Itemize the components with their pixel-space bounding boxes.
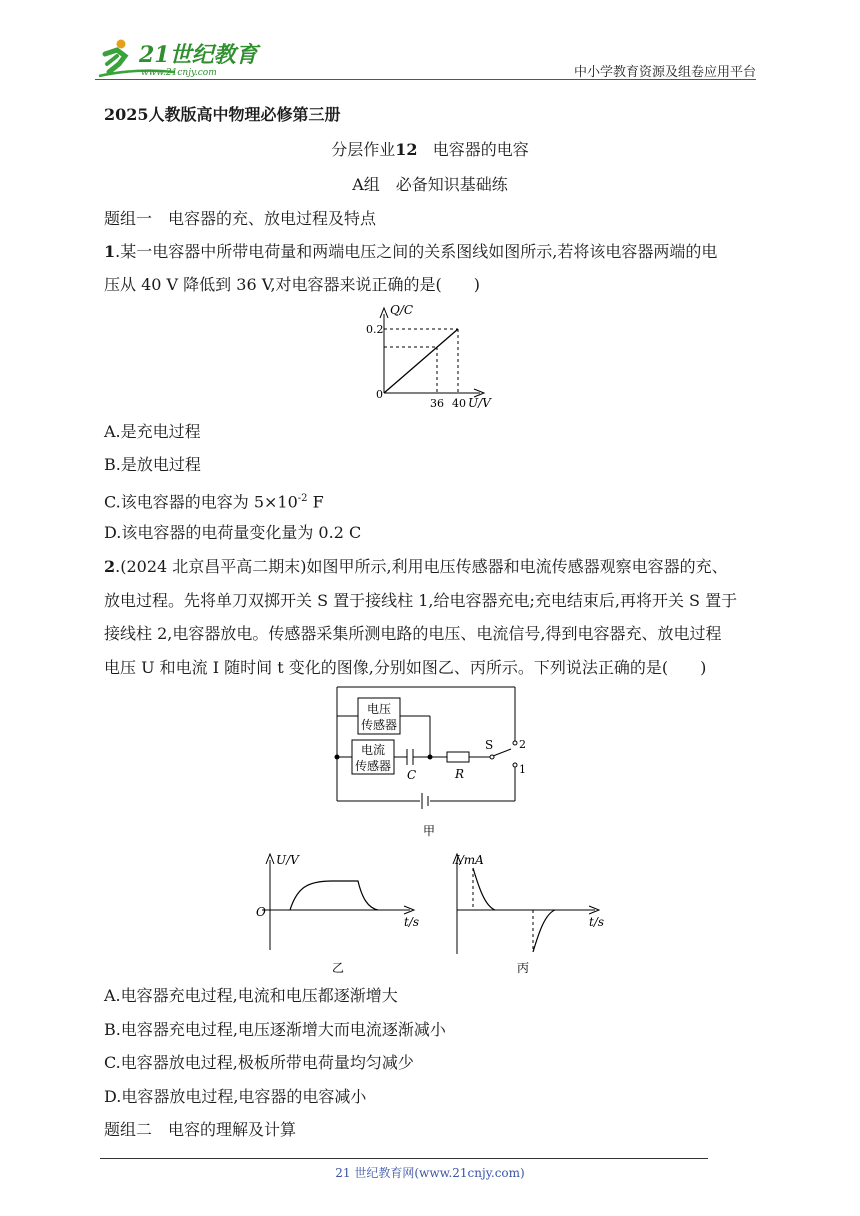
u-graph-ylabel: U/V bbox=[276, 853, 299, 867]
q2-stem-line2: 放电过程。先将单刀双掷开关 S 置于接线柱 1,给电容器充电;充电结束后,再将开关 S 置于 bbox=[104, 591, 738, 610]
terminal-2-label: 2 bbox=[519, 738, 526, 751]
u-graph-caption: 乙 bbox=[332, 961, 345, 975]
q1-stem-line2: 压从 40 V 降低到 36 V,对电容器来说正确的是( ) bbox=[104, 275, 481, 294]
q2-voltage-graph bbox=[252, 848, 432, 980]
footer-text[interactable]: 21 世纪教育网(www.21cnjy.com) bbox=[335, 1166, 525, 1180]
q1-graph-ytick: 0.2 bbox=[366, 323, 384, 336]
q2-circuit-diagram bbox=[325, 683, 545, 843]
q2-option-d: D.电容器放电过程,电容器的电容减小 bbox=[104, 1087, 367, 1106]
i-graph-xlabel: t/s bbox=[589, 915, 605, 929]
logo-url: www.21cnjy.com bbox=[141, 68, 217, 78]
q1-option-a: A.是充电过程 bbox=[104, 422, 201, 441]
u-graph-xlabel: t/s bbox=[404, 915, 420, 929]
q1-stem-line1: 1.某一电容器中所带电荷量和两端电压之间的关系图线如图所示,若将该电容器两端的电 bbox=[104, 242, 718, 261]
q2-option-b: B.电容器充电过程,电压逐渐增大而电流逐渐减小 bbox=[104, 1020, 446, 1039]
q1-option-b: B.是放电过程 bbox=[104, 455, 201, 474]
q2-current-graph bbox=[445, 848, 615, 980]
capacitor-label: C bbox=[407, 768, 417, 782]
assignment-title: 分层作业12 电容器的电容 bbox=[331, 140, 529, 159]
section-heading-2: 题组二 电容的理解及计算 bbox=[104, 1120, 297, 1139]
i-graph-caption: 丙 bbox=[517, 961, 530, 975]
q1-graph-xtick-36: 36 bbox=[430, 397, 444, 410]
q1-option-d: D.该电容器的电荷量变化量为 0.2 C bbox=[104, 523, 362, 542]
terminal-1-label: 1 bbox=[519, 763, 526, 776]
circuit-caption: 甲 bbox=[423, 824, 436, 838]
voltage-sensor-label-1: 电压 bbox=[367, 702, 392, 716]
book-title: 2025人教版高中物理必修第三册 bbox=[104, 105, 341, 124]
voltage-sensor-label-2: 传感器 bbox=[361, 718, 398, 732]
q1-graph-xtick-40: 40 bbox=[452, 397, 466, 410]
switch-label: S bbox=[485, 738, 494, 752]
site-logo bbox=[95, 36, 265, 80]
q2-option-c: C.电容器放电过程,极板所带电荷量均匀减少 bbox=[104, 1053, 414, 1072]
header-right-text: 中小学教育资源及组卷应用平台 bbox=[573, 65, 756, 80]
group-label: A组 必备知识基础练 bbox=[352, 175, 508, 194]
i-graph-ylabel: I/mA bbox=[455, 853, 484, 867]
header-divider bbox=[95, 79, 756, 80]
logo-text: 21世纪教育 bbox=[139, 42, 258, 68]
q2-stem-line3: 接线柱 2,电容器放电。传感器采集所测电路的电压、电流信号,得到电容器充、放电过程 bbox=[104, 624, 722, 643]
current-sensor-label-2: 传感器 bbox=[355, 759, 392, 773]
q1-graph-ylabel: Q/C bbox=[390, 303, 414, 317]
u-graph-origin: O bbox=[256, 905, 266, 919]
q2-option-a: A.电容器充电过程,电流和电压都逐渐增大 bbox=[104, 986, 398, 1005]
section-heading-1: 题组一 电容器的充、放电过程及特点 bbox=[104, 209, 377, 228]
q1-graph-origin: 0 bbox=[376, 388, 383, 401]
current-sensor-label-1: 电流 bbox=[361, 743, 386, 757]
q1-option-c: C.该电容器的电容为 $5\times 10^{-2}$ F bbox=[104, 492, 324, 512]
q2-stem-line4: 电压 U 和电流 I 随时间 t 变化的图像,分别如图乙、丙所示。下列说法正确的是( ) bbox=[104, 658, 707, 677]
resistor-label: R bbox=[455, 767, 465, 781]
footer-divider bbox=[100, 1158, 708, 1159]
q1-graph bbox=[360, 300, 500, 410]
q1-graph-xlabel: U/V bbox=[468, 396, 491, 410]
q2-stem-line1: 2.(2024 北京昌平高二期末)如图甲所示,利用电压传感器和电流传感器观察电容器的充、 bbox=[104, 557, 728, 576]
